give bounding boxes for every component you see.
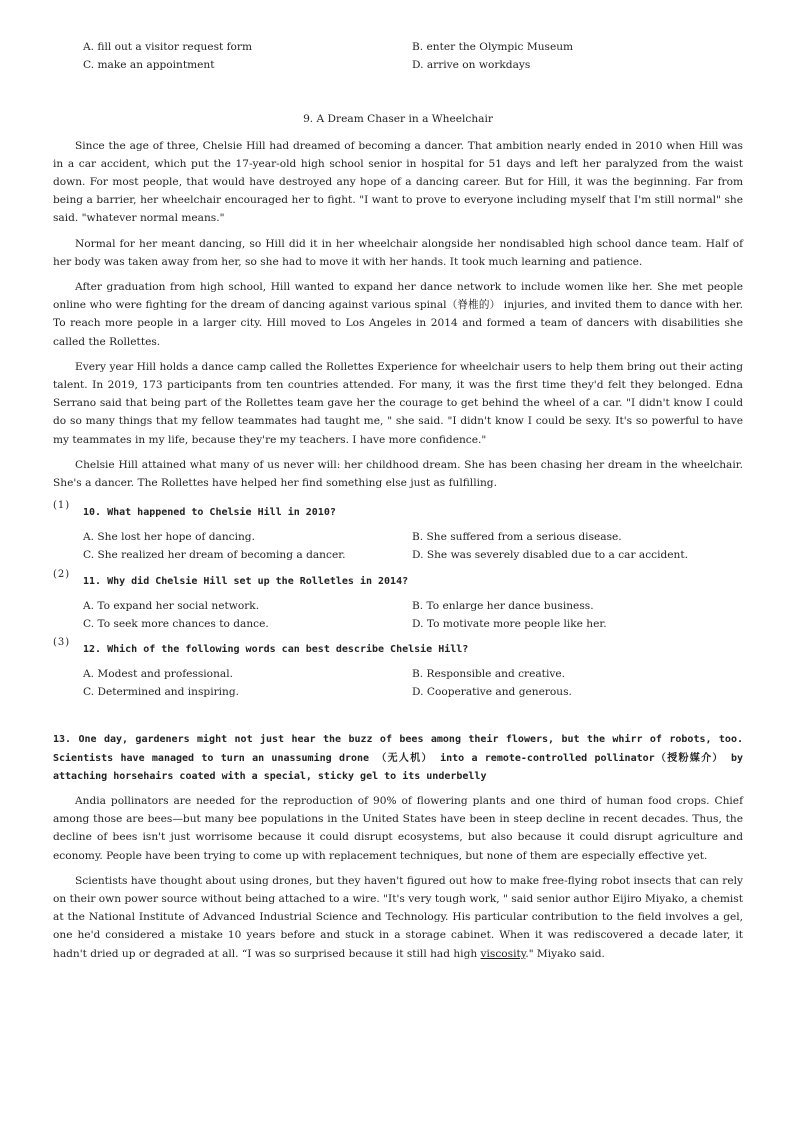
option-d[interactable]: D. To motivate more people like her. — [412, 617, 607, 630]
option-d[interactable]: D. Cooperative and generous. — [412, 686, 572, 699]
question-options — [53, 597, 743, 633]
option-d[interactable]: D. She was severely disabled due to a car accident. — [412, 549, 688, 562]
option-b[interactable]: B. She suffered from a serious disease. — [412, 531, 622, 544]
question-options — [53, 528, 743, 564]
document-page — [53, 38, 743, 970]
option-d[interactable]: D. arrive on workdays — [412, 59, 531, 72]
question-number: (3) — [53, 636, 71, 648]
top-options — [53, 38, 743, 74]
paragraph: Normal for her meant dancing, so Hill did it in her wheelchair alongside her nondisabled high school dance team. Half of her body was taken away from her, so she had to move it with her hands. It took much learning and patience. — [53, 237, 743, 268]
option-b[interactable]: B. enter the Olympic Museum — [412, 41, 574, 53]
question-11 — [53, 568, 743, 633]
paragraph: Since the age of three, Chelsie Hill had dreamed of becoming a dancer. That ambition nearly ended in 2010 when Hill was in a car accident, which put the 17-year-old high school senior in hospital for 51 days and left her paralyzed from the waist down. For most people, that would have destroyed any hope of a dancing career. But for Hill, it was the beginning. Far from being a barrier, her wheelchair encouraged her to fight. "I want to prove to everyone including myself that I'm still normal" she said. "whatever normal means." — [53, 139, 743, 225]
paragraph-text: Scientists have thought about using drones, but they haven't figured out how to make free-flying robot insects that can rely on their own power source without being attached to a wire. "It's very tough work, " said senior author Eijiro Miyako, a chemist at the National Institute of Advanced Industrial Science and Technology. His particular contribution to the field involves a gel, one he'd considered a mistake 10 years before and stuck in a storage cabinet. When it was rediscovered a decade later, it hadn't dried up or degraded at all. “I was so surprised because it still had high — [53, 874, 743, 960]
option-b[interactable]: B. To enlarge her dance business. — [412, 599, 594, 612]
passage-13-heading: 13. One day, gardeners might not just hear the buzz of bees among their flowers, but the whirr of robots, too. Scientists have managed to turn an unassuming drone （无人机） into a remote-controlled pollinator（授粉媒介） by attaching horsehairs coated with a special, sticky gel to its underbelly — [53, 734, 743, 782]
question-options — [53, 665, 743, 701]
question-10 — [53, 500, 743, 564]
paragraph-text: ." Miyako said. — [525, 947, 605, 960]
option-c[interactable]: C. She realized her dream of becoming a dancer. — [83, 549, 346, 562]
passage-title: 9. A Dream Chaser in a Wheelchair — [303, 113, 493, 126]
question-number: (2) — [53, 568, 71, 580]
question-text: 12. Which of the following words can best describe Chelsie Hill? — [83, 643, 469, 655]
paragraph: Chelsie Hill attained what many of us never will: her childhood dream. She has been chasing her dream in the wheelchair. She's a dancer. The Rollettes have helped her find something else just as fulfilling. — [53, 458, 743, 490]
option-a[interactable]: A. fill out a visitor request form — [83, 41, 253, 53]
paragraph — [53, 872, 743, 963]
option-a[interactable]: A. Modest and professional. — [83, 667, 233, 680]
paragraph: After graduation from high school, Hill wanted to expand her dance network to include women like her. She met people online who were fighting for the dream of dancing against various spinal（脊椎的） injuries, and invited them to dance with her. To reach more people in a larger city. Hill moved to Los Angeles in 2014 and formed a team of dancers with disabilities she called the Rollettes. — [53, 281, 743, 348]
underlined-word: viscosity — [480, 947, 526, 960]
question-text: 11. Why did Chelsie Hill set up the Rolletles in 2014? — [83, 575, 409, 587]
question-12 — [53, 636, 743, 701]
paragraph: Every year Hill holds a dance camp called the Rollettes Experience for wheelchair users to help them bring out their acting talent. In 2019, 173 participants from ten countries attended. For many, it was the first time they'd felt they belonged. Edna Serrano said that being part of the Rollettes team gave her the courage to get behind the wheel of a car. "I didn't know I could do so many things that my fellow teammates had taught me, " she said. "I didn't know I could be sexy. It's so powerful to have my teammates in my life, because they're my teachers. I have more confidence." — [53, 360, 743, 446]
option-a[interactable]: A. To expand her social network. — [83, 599, 260, 612]
question-text: 10. What happened to Chelsie Hill in 2010? — [83, 507, 336, 519]
paragraph: Andia pollinators are needed for the reproduction of 90% of flowering plants and one third of human food crops. Chief among those are bees—but many bee populations in the United States have been in steep decline in recent decades. Thus, the decline of bees isn't just worrisome because it could disrupt ecosystems, but also because it could disrupt agriculture and economy. People have been trying to come up with replacement techniques, but none of them are especially effective yet. — [53, 794, 743, 862]
option-c[interactable]: C. make an appointment — [83, 59, 215, 72]
option-c[interactable]: C. Determined and inspiring. — [83, 686, 240, 699]
option-c[interactable]: C. To seek more chances to dance. — [83, 617, 269, 630]
option-a[interactable]: A. She lost her hope of dancing. — [83, 531, 255, 544]
option-b[interactable]: B. Responsible and creative. — [412, 667, 565, 680]
question-number: (1) — [53, 500, 71, 512]
